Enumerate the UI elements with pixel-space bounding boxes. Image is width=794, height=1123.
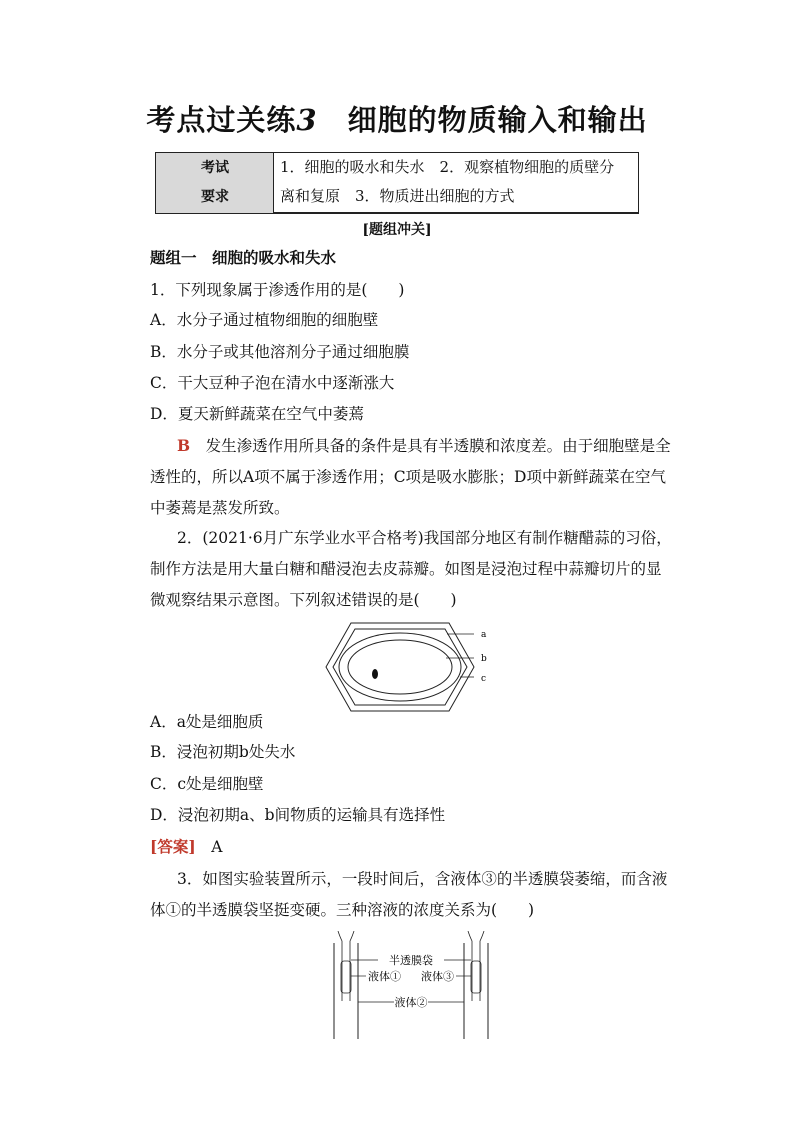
q2-answer <box>150 836 222 858</box>
q1-explanation: 发生渗透作用所具备的条件是具有半透膜和浓度差。由于细胞壁是全透性的，所以A项不属于渗透作用；C项是吸水膨胀；D项中新鲜蔬菜在空气中萎蔫是蒸发所致。 <box>150 437 671 517</box>
label-liquid-3: 液体③ <box>421 970 454 983</box>
figure-label-c: c <box>481 674 487 684</box>
q2-stem: 2．(2021·6月广东学业水平合格考)我国部分地区有制作糖醋蒜的习俗，制作方法是用大量白糖和醋浸泡去皮蒜瓣。如图是浸泡过程中蒜瓣切片的显微观察结果示意图。下列叙述错误的是( ) <box>150 529 672 609</box>
title-number: 3 <box>296 103 318 137</box>
beaker-left <box>334 943 358 1039</box>
q2-stem-block <box>150 523 676 616</box>
q1-option-a: A．水分子通过植物细胞的细胞壁 <box>150 311 379 329</box>
requirements-label-2: 要求 <box>201 189 229 205</box>
q2-answer-letter: A <box>211 838 223 856</box>
group-title: 题组一 细胞的吸水和失水 <box>150 248 337 267</box>
title-main: 考点过关练 <box>146 103 297 137</box>
beaker-right <box>464 943 488 1039</box>
label-liquid-1: 液体① <box>368 970 401 983</box>
requirements-content <box>280 153 634 211</box>
q1-answer-letter: B <box>177 436 191 455</box>
section-label: [题组冲关] <box>362 222 432 238</box>
q1-stem: 1．下列现象属于渗透作用的是( ) <box>150 281 405 299</box>
figure-label-b: b <box>481 654 487 664</box>
q2-option-c: C．c处是细胞壁 <box>150 775 264 793</box>
q2-cell-figure <box>320 622 500 712</box>
cell-membrane <box>339 633 461 701</box>
requirements-label-cell <box>156 153 274 213</box>
q1-explanation-block <box>150 430 676 524</box>
tube-right <box>468 931 484 1001</box>
q2-answer-tag: [答案] <box>150 837 196 856</box>
q3-apparatus-figure <box>326 931 496 1041</box>
q3-stem: 3．如图实验装置所示，一段时间后，含液体③的半透膜袋萎缩，而含液体①的半透膜袋坚挺变硬。三种溶液的浓度关系为( ) <box>150 870 668 919</box>
q1-option-b: B．水分子或其他溶剂分子通过细胞膜 <box>150 343 410 361</box>
label-semipermeable-bag: 半透膜袋 <box>389 954 433 967</box>
q1-option-c: C．干大豆种子泡在清水中逐渐涨大 <box>150 374 395 392</box>
vacuole-membrane <box>348 640 452 694</box>
q2-option-a: A．a处是细胞质 <box>150 713 264 731</box>
title-subject: 细胞的物质输入和输出 <box>347 103 648 137</box>
requirements-label-1: 考试 <box>201 160 229 176</box>
nucleus <box>372 669 378 679</box>
tube-left <box>338 931 354 1001</box>
requirements-line-1: 1．细胞的吸水和失水 2．观察植物细胞的质壁分 <box>280 158 615 176</box>
q3-stem-block <box>150 864 676 926</box>
page-title <box>0 98 794 139</box>
bag-left <box>341 961 351 993</box>
q1-option-d: D．夏天新鲜蔬菜在空气中萎蔫 <box>150 405 364 423</box>
q2-option-b: B．浸泡初期b处失水 <box>150 743 296 761</box>
requirements-table <box>155 152 639 214</box>
q2-option-d: D．浸泡初期a、b间物质的运输具有选择性 <box>150 806 446 824</box>
figure-label-a: a <box>481 630 487 640</box>
bag-right <box>471 961 481 993</box>
label-liquid-2: 液体② <box>394 996 428 1009</box>
requirements-line-2: 离和复原 3．物质进出细胞的方式 <box>280 187 515 205</box>
